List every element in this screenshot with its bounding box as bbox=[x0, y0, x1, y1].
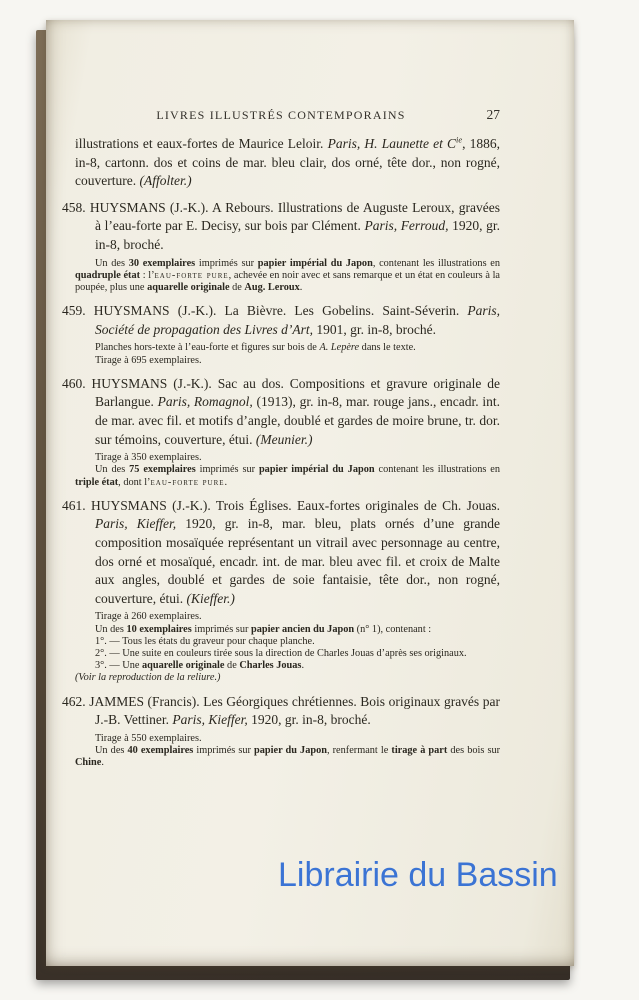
text-run: Charles Jouas bbox=[239, 660, 302, 672]
text-run: Paris, H. Launette et C bbox=[327, 136, 457, 151]
text-run: Paris, Kieffer, bbox=[95, 516, 177, 532]
text-run: . bbox=[299, 281, 303, 293]
text-run: de bbox=[224, 660, 240, 672]
text-run: Aug. Leroux bbox=[244, 281, 300, 293]
text-run: 1901, gr. in-8, broché. bbox=[312, 321, 436, 337]
text-run: dans le texte. bbox=[359, 342, 416, 354]
text-run: 1°. — Tous les états du graveur pour chaque planche. bbox=[95, 635, 315, 647]
entries bbox=[62, 135, 500, 769]
text-run: Tirage à 260 exemplaires. bbox=[95, 611, 202, 623]
text-run: imprimés sur bbox=[195, 257, 258, 269]
text-run: JAMMES (Francis). Les Géorgiques chrétiennes. Bois originaux gravés par J.-B. Vettiner. bbox=[89, 693, 500, 728]
catalog-entry bbox=[62, 302, 500, 367]
text-run: papier impérial du Japon bbox=[258, 464, 375, 476]
entry-notes bbox=[75, 452, 500, 489]
text-run: 3°. — Une bbox=[95, 660, 143, 672]
note-line bbox=[75, 624, 500, 636]
entry-body bbox=[62, 302, 500, 339]
catalog-entry bbox=[62, 199, 500, 294]
text-run: quadruple état bbox=[75, 269, 141, 281]
text-run: (n° 1), contenant : bbox=[354, 623, 432, 635]
entry-number: 459. bbox=[62, 303, 94, 319]
text-run: , achevée en noir avec et sans remarque et un état en couleurs à la poupée, plus une bbox=[75, 269, 501, 293]
text-run: de bbox=[229, 281, 245, 293]
text-run: Un des bbox=[95, 744, 128, 756]
catalog-entry bbox=[62, 693, 500, 770]
text-run: 75 exemplaires bbox=[129, 464, 196, 476]
entry-body bbox=[62, 693, 500, 730]
text-run: ie bbox=[456, 135, 463, 145]
text-run: (Kieffer.) bbox=[186, 590, 235, 606]
text-run: (Meunier.) bbox=[255, 431, 313, 447]
note-line bbox=[75, 660, 500, 672]
text-run: imprimés sur bbox=[195, 464, 259, 476]
text-run: , 1886, in-8, cartonn. dos et coins de mar. bleu clair, dos orné, tête dor., non rogné, couverture. bbox=[75, 136, 501, 189]
note-line bbox=[75, 355, 500, 367]
note-line bbox=[75, 452, 500, 464]
text-run: Paris, Société de propagation des Livres d’Art, bbox=[95, 303, 501, 337]
text-run: Tirage à 550 exemplaires. bbox=[95, 732, 202, 744]
catalog-entry-continuation bbox=[62, 135, 500, 191]
text-run: aquarelle originale bbox=[147, 281, 230, 293]
text-run: , dont l’ bbox=[118, 476, 151, 488]
text-run: Chine bbox=[75, 757, 102, 769]
catalog-entry bbox=[62, 375, 500, 489]
note-line bbox=[75, 672, 500, 684]
text-run: 40 exemplaires bbox=[127, 744, 194, 756]
entry-body bbox=[62, 375, 500, 449]
note-line bbox=[75, 258, 500, 295]
text-run: eau-forte pure bbox=[154, 269, 229, 281]
text-run: (Voir la reproduction de la reliure.) bbox=[75, 672, 221, 684]
entry-number: 462. bbox=[62, 693, 90, 709]
text-run: 2°. — Une suite en couleurs tirée sous la direction de Charles Jouas d’après ses originaux. bbox=[95, 647, 467, 659]
page-content bbox=[46, 20, 574, 966]
text-run: . bbox=[224, 476, 228, 488]
text-run: papier ancien du Japon bbox=[250, 623, 355, 635]
text-run: Paris, Romagnol, bbox=[157, 394, 253, 410]
catalog-entry bbox=[62, 497, 500, 685]
text-run: eau-forte pure bbox=[150, 476, 225, 488]
text-run: 10 exemplaires bbox=[126, 623, 192, 635]
note-line bbox=[75, 733, 500, 745]
text-run: Tirage à 350 exemplaires. bbox=[95, 452, 202, 464]
text-run: tirage à part bbox=[391, 744, 448, 756]
text-run: (1913), gr. in-8, mar. rouge jans., encadr. int. de mar. avec fil. et motifs d’angle, doublé et gardes de moire brune, tr. dor. sur témoins, couverture, étui. bbox=[95, 394, 500, 447]
entry-body bbox=[62, 497, 500, 609]
entry-notes bbox=[75, 611, 500, 684]
text-run: triple état bbox=[75, 476, 119, 488]
note-line bbox=[75, 611, 500, 623]
entry-body bbox=[62, 199, 500, 255]
text-run: Planches hors-texte à l’eau-forte et figures sur bois de bbox=[95, 342, 320, 354]
entry-notes bbox=[75, 258, 500, 295]
book-page bbox=[46, 20, 574, 966]
entry-notes bbox=[75, 342, 500, 366]
text-run: A. Lepère bbox=[319, 342, 360, 354]
text-run: HUYSMANS (J.-K.). A Rebours. Illustrations de Auguste Leroux, gravées à l’eau-forte par E. Decisy, sur bois par Clément. bbox=[89, 199, 501, 234]
note-line bbox=[75, 342, 500, 354]
note-line bbox=[75, 745, 500, 769]
note-line bbox=[75, 464, 500, 488]
text-run: 1920, gr. in-8, mar. bleu, plats ornés d’une grande composition mosaïquée représentant un vitrail avec personnage au centre, dos orné et mosaïqué, encadr. int. de mar. bleu avec fil. et croix de Malte aux angles, doublé et gardes de soie fantaisie, tête dor., non rogné, couverture, étui. bbox=[95, 516, 500, 606]
text-run: illustrations et eaux-fortes de Maurice Leloir. bbox=[75, 136, 328, 151]
text-run: . bbox=[101, 757, 104, 769]
text-run: HUYSMANS (J.-K.). Sac au dos. Compositions et gravure originale de Barlangue. bbox=[91, 375, 501, 410]
entry-number: 458. bbox=[62, 199, 90, 215]
text-run: Paris, Ferroud, bbox=[364, 218, 449, 234]
text-run: 1920, gr. in-8, broché. bbox=[95, 218, 500, 252]
text-run: papier impérial du Japon bbox=[257, 257, 373, 269]
text-run: Un des bbox=[95, 623, 127, 635]
text-run: imprimés sur bbox=[191, 623, 251, 635]
page-title: LIVRES ILLUSTRÉS CONTEMPORAINS bbox=[156, 108, 406, 122]
note-line bbox=[75, 636, 500, 648]
text-run: Tirage à 695 exemplaires. bbox=[95, 354, 202, 366]
entry-number: 460. bbox=[62, 375, 92, 391]
note-line bbox=[75, 648, 500, 660]
text-run: . bbox=[301, 660, 305, 672]
text-run: , contenant les illustrations en bbox=[372, 257, 501, 269]
text-run: aquarelle originale bbox=[142, 660, 225, 672]
bookseller-watermark: Librairie du Bassin bbox=[278, 856, 558, 894]
text-run: HUYSMANS (J.-K.). La Bièvre. Les Gobelins. Saint-Séverin. bbox=[93, 303, 468, 319]
entry-body bbox=[62, 135, 500, 191]
text-run: Paris, Kieffer, bbox=[172, 712, 248, 728]
text-run: Un des bbox=[95, 257, 129, 269]
text-run: HUYSMANS (J.-K.). Trois Églises. Eaux-fortes originales de Ch. Jouas. bbox=[91, 497, 501, 513]
text-run: Un des bbox=[95, 464, 130, 476]
text-run: imprimés sur bbox=[193, 744, 255, 756]
entry-number: 461. bbox=[62, 497, 92, 513]
text-run: 1920, gr. in-8, broché. bbox=[247, 712, 371, 728]
text-run: contenant les illustrations en bbox=[374, 464, 501, 476]
text-run: (Affolter.) bbox=[139, 173, 192, 189]
running-head bbox=[62, 108, 500, 123]
text-run: : l’ bbox=[140, 269, 155, 281]
text-run: 30 exemplaires bbox=[128, 257, 196, 269]
entry-notes bbox=[75, 733, 500, 770]
text-run: papier du Japon bbox=[254, 744, 327, 756]
page-number: 27 bbox=[486, 107, 500, 122]
text-run: , renfermant le bbox=[326, 744, 392, 756]
text-run: des bois sur bbox=[447, 744, 501, 756]
